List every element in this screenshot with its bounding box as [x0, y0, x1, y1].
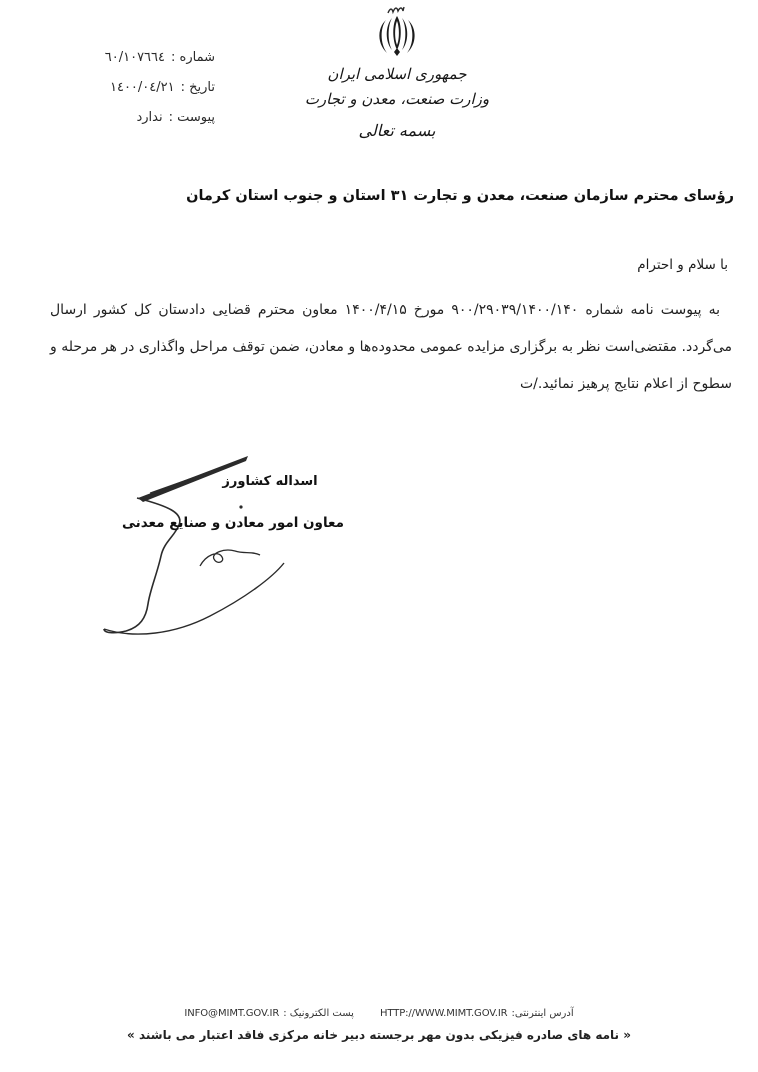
date-value: ١٤٠٠/٠٤/٢١: [109, 79, 175, 95]
website-url: HTTP://WWW.MIMT.GOV.IR: [379, 1008, 508, 1019]
handwritten-signature-icon: [80, 430, 390, 640]
letter-body: به پیوست نامه شماره ۹۰۰/۲۹۰۳۹/۱۴۰۰/۱۴۰ مورخ ۱۴۰۰/۴/۱۵ معاون محترم قضایی دادستان کل کشور ارسال می‌گردد. مقتضی‌است نظر به برگزاری مزایده عمومی محدوده‌ها و معادن، ضمن توقف مراحل واگذاری در هر مرحله و سطوح از اعلام نتایج پرهیز نمائید./ت: [50, 302, 732, 392]
date-label: تاریخ :: [180, 79, 215, 95]
email-label: پست الکترونیک :: [283, 1008, 354, 1019]
signatory-name: اسداله کشاورز: [222, 474, 318, 489]
footer-contacts: [0, 1008, 758, 1019]
attachment-label: پیوست :: [168, 109, 215, 125]
signatory-title: معاون امور معادن و صنایع معدنی: [122, 515, 344, 531]
salutation-line: با سلام و احترام: [637, 257, 728, 273]
letterhead: [36, 0, 758, 140]
email-contact: [184, 1008, 354, 1019]
recipient-line: رؤسای محترم سازمان صنعت، معدن و تجارت ۳۱ استان و جنوب استان کرمان: [186, 188, 734, 204]
number-label: شماره :: [171, 49, 215, 65]
website-label: آدرس اینترنتی:: [511, 1008, 574, 1019]
iran-coat-of-arms-icon: [361, 6, 433, 58]
ministry-name: وزارت صنعت، معدن و تجارت: [304, 90, 490, 108]
validity-notice: « نامه های صادره فیزیکی بدون مهر برجسته دبیر خانه مرکزی فاقد اعتبار می باشند »: [127, 1028, 631, 1042]
website-contact: [380, 1008, 574, 1019]
country-name: جمهوری اسلامی ایران: [327, 65, 467, 83]
email-address: INFO@MIMT.GOV.IR: [184, 1008, 280, 1019]
attachment-value: ندارد: [136, 109, 163, 125]
number-value: ٦٠/١٠٧٦٦٤: [104, 49, 166, 65]
besmele-line: بسمه تعالی: [358, 121, 436, 140]
